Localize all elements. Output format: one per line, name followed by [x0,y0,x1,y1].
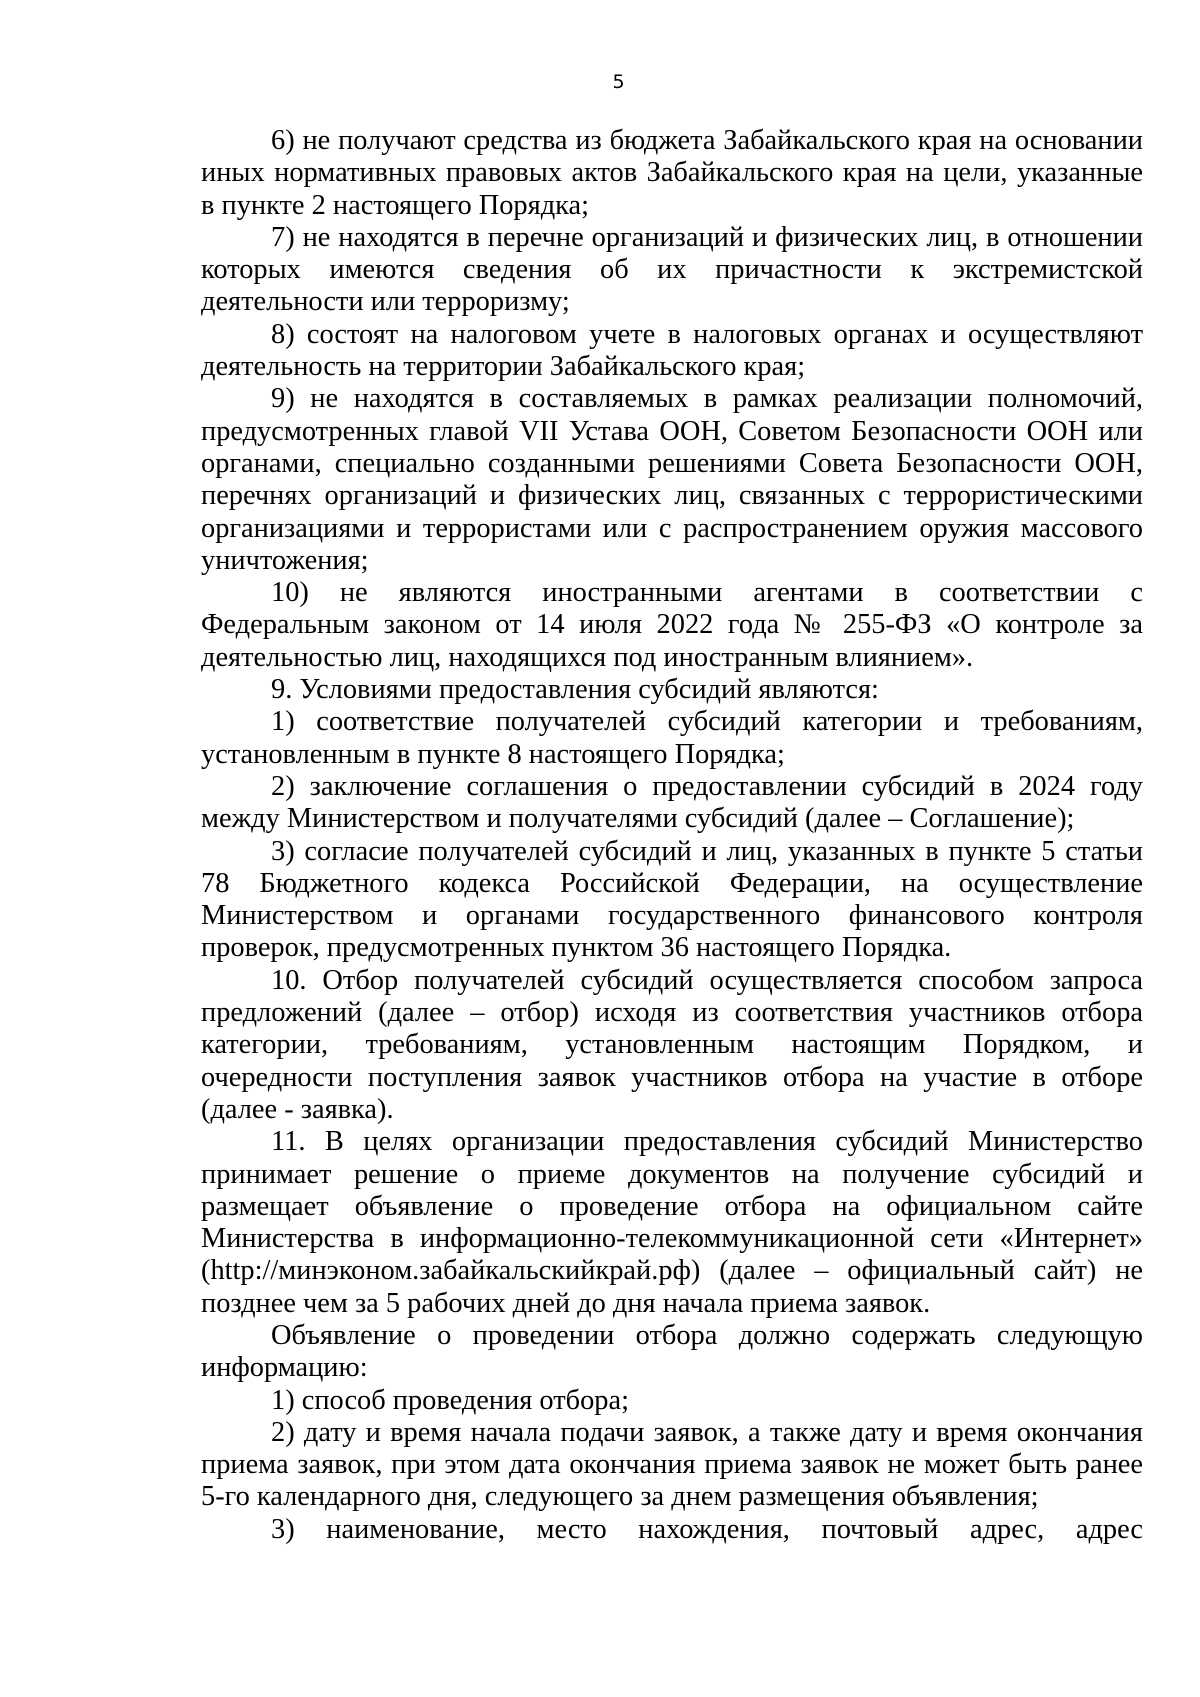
paragraph-clause-9: 9. Условиями предоставления субсидий являются: [271,674,879,706]
paragraph-item-10: 10) не являются иностранными агентами в соответствии с Федеральным законом от 14 июля 2022 года № 255-ФЗ «О контроле за деятельностью лиц, находящихся под иностранным влиянием». [201,577,1143,673]
paragraph-announcement-item-1: 1) способ проведения отбора; [271,1384,629,1416]
paragraph-announcement-item-2: 2) дату и время начала подачи заявок, а также дату и время окончания приема заявок, при этом дата окончания приема заявок не может быть ранее 5-го календарного дня, следующего за днем размещения объявления; [201,1416,1143,1513]
paragraph-condition-3: 3) согласие получателей субсидий и лиц, указанных в пункте 5 статьи 78 Бюджетного кодекса Российской Федерации, на осуществление Министерством и органами государственного финансового контроля проверок, предусмотренных пунктом 36 настоящего Порядка. [201,835,1143,964]
paragraph-item-7: 7) не находятся в перечне организаций и физических лиц, в отношении которых имеются сведения об их причастности к экстремистской деятельности или терроризму; [201,221,1143,318]
paragraph-condition-2: 2) заключение соглашения о предоставлении субсидий в 2024 году между Министерством и получателями субсидий (далее – Соглашение); [201,770,1143,835]
paragraph-announcement: Объявление о проведении отбора должно содержать следующую информацию: [201,1319,1143,1384]
paragraph-item-6: 6) не получают средства из бюджета Забайкальского края на основании иных нормативных правовых актов Забайкальского края на цели, указанные в пункте 2 настоящего Порядка; [201,125,1143,221]
paragraph-announcement-item-3: 3) наименование, место нахождения, почтовый адрес, адрес [271,1513,1143,1545]
document-body [201,125,1143,1546]
page-number: 5 [612,71,625,93]
paragraph-item-8: 8) состоят на налоговом учете в налоговых органах и осуществляют деятельность на территории Забайкальского края; [201,318,1143,383]
paragraph-clause-11: 11. В целях организации предоставления субсидий Министерство принимает решение о приеме документов на получение субсидий и размещает объявление о проведение отбора на официальном сайте Министерства в информационно-телекоммуникационной сети «Интернет» (http://минэконом.забайкальскийкрай.рф) (далее – официальный сайт) не позднее чем за 5 рабочих дней до дня начала приема заявок. [201,1126,1143,1319]
paragraph-condition-1: 1) соответствие получателей субсидий категории и требованиям, установленным в пункте 8 настоящего Порядка; [201,706,1143,770]
paragraph-item-9: 9) не находятся в составляемых в рамках реализации полномочий, предусмотренных главой VII Устава ООН, Советом Безопасности ООН или органами, специально созданными решениями Совета Безопасности ООН, перечнях организаций и физических лиц, связанных с террористическими организациями и террористами или с распространением оружия массового уничтожения; [201,383,1143,576]
paragraph-clause-10: 10. Отбор получателей субсидий осуществляется способом запроса предложений (далее – отбор) исходя из соответствия участников отбора категории, требованиям, установленным настоящим Порядком, и очередности поступления заявок участников отбора на участие в отборе (далее - заявка). [201,964,1143,1125]
